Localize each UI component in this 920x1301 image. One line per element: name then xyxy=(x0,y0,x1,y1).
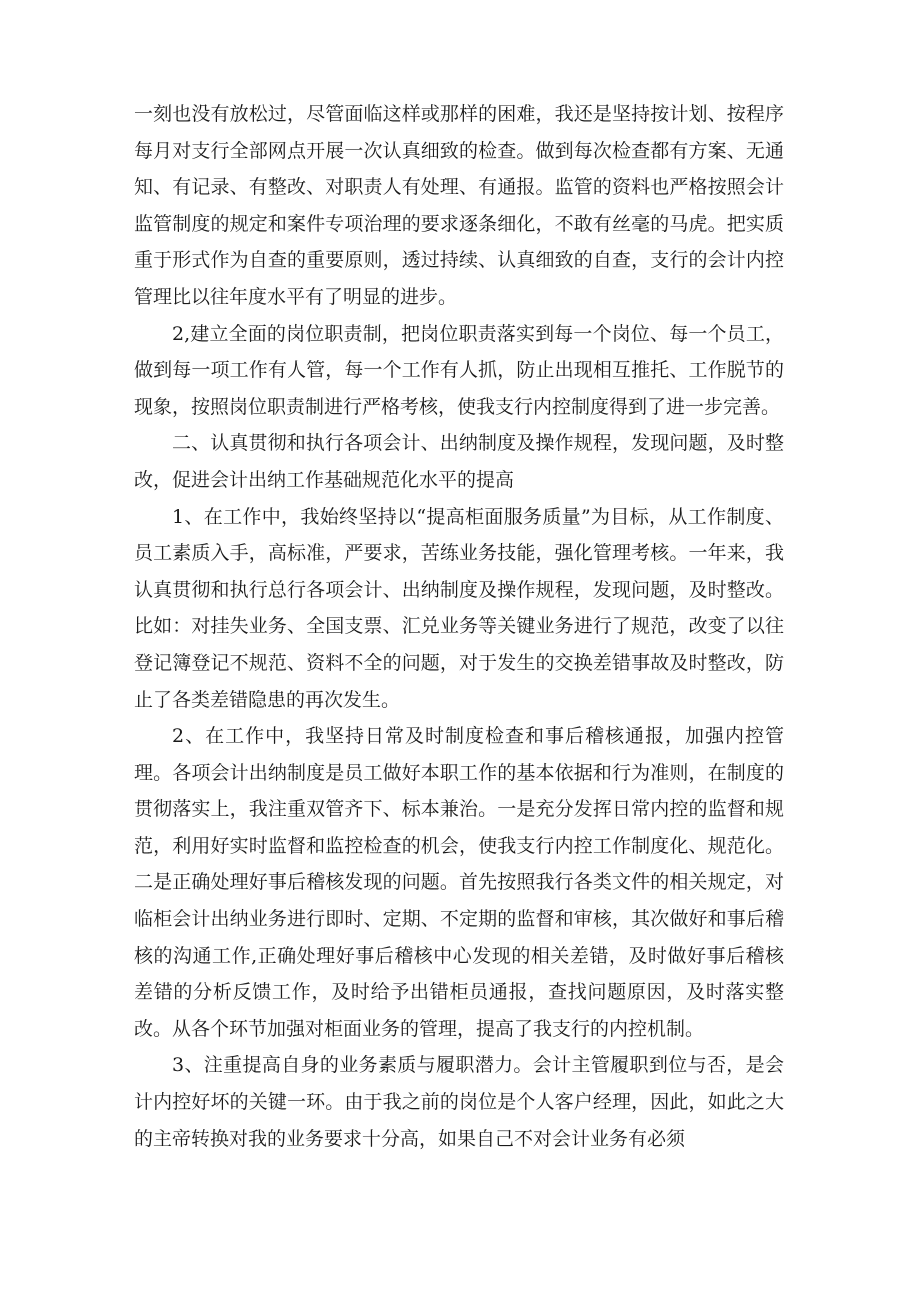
document-page xyxy=(134,96,784,1157)
paragraph-post-responsibility: 2,建立全面的岗位职责制，把岗位职责落实到每一个岗位、每一个员工，做到每一项工作有人管，每一个工作有人抓，防止出现相互推托、工作脱节的现象，按照岗位职责制进行严格考核，使我支行内控制度得到了进一步完善。 xyxy=(134,322,784,418)
paragraph-self-improvement: 3、注重提高自身的业务素质与履职潜力。会计主管履职到位与否，是会计内控好坏的关键一环。由于我之前的岗位是个人客户经理，因此，如此之大的主帝转换对我的业务要求十分高，如果自己不对会计业务有必须 xyxy=(134,1054,784,1150)
section-heading-two: 二、认真贯彻和执行各项会计、出纳制度及操作规程，发现问题，及时整改，促进会计出纳工作基础规范化水平的提高 xyxy=(134,432,784,491)
paragraph-inspection-summary: 一刻也没有放松过，尽管面临这样或那样的困难，我还是坚持按计划、按程序每月对支行全部网点开展一次认真细致的检查。做到每次检查都有方案、无通知、有记录、有整改、对职责人有处理、有通报。监管的资料也严格按照会计监管制度的规定和案件专项治理的要求逐条细化，不敢有丝毫的马虎。把实质重于形式作为自查的重要原则，透过持续、认真细致的自查，支行的会计内控管理比以往年度水平有了明显的进步。 xyxy=(134,103,784,308)
paragraph-internal-control: 2、在工作中，我坚持日常及时制度检查和事后稽核通报，加强内控管理。各项会计出纳制度是员工做好本职工作的基本依据和行为准则，在制度的贯彻落实上，我注重双管齐下、标本兼治。一是充分发挥日常内控的监督和规范，利用好实时监督和监控检查的机会，使我支行内控工作制度化、规范化。二是正确处理好事后稽核发现的问题。首先按照我行各类文件的相关规定，对临柜会计出纳业务进行即时、定期、不定期的监督和审核，其次做好和事后稽核的沟通工作,正确处理好事后稽核中心发现的相关差错，及时做好事后稽核差错的分析反馈工作，及时给予出错柜员通报，查找问题原因，及时落实整改。从各个环节加强对柜面业务的管理，提高了我支行的内控机制。 xyxy=(134,725,784,1040)
paragraph-service-quality: 1、在工作中，我始终坚持以“提高柜面服务质量”为目标，从工作制度、员工素质入手，高标准，严要求，苦练业务技能，强化管理考核。一年来，我认真贯彻和执行总行各项会计、出纳制度及操作规程，发现问题，及时整改。比如：对挂失业务、全国支票、汇兑业务等关键业务进行了规范，改变了以往登记簿登记不规范、资料不全的问题，对于发生的交换差错事故及时整改，防止了各类差错隐患的再次发生。 xyxy=(134,505,784,711)
